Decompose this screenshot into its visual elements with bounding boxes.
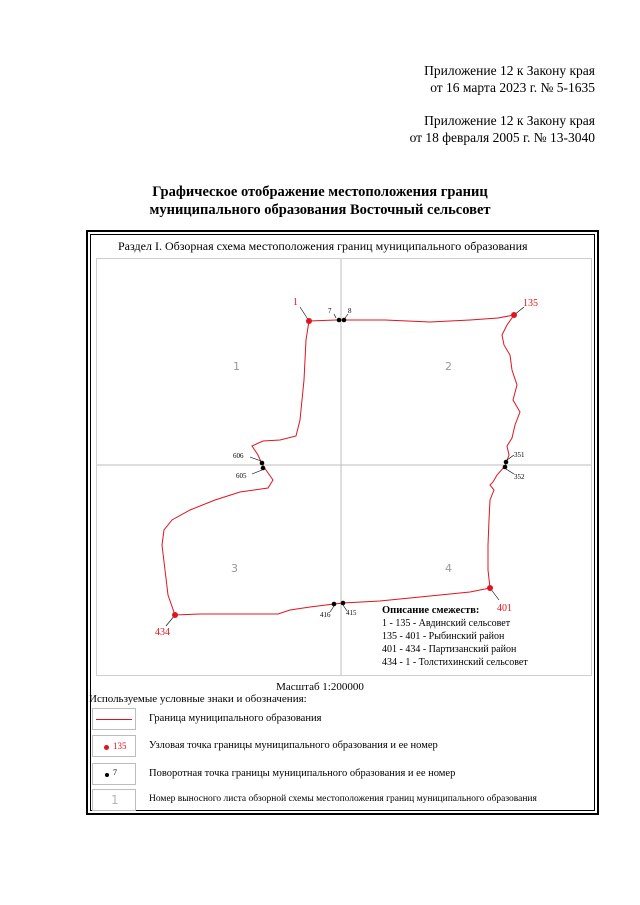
nodal-point-135 [511,312,517,318]
legend-item [89,708,594,734]
legend-item [89,789,594,815]
nodal-point-label: 1 [293,297,298,308]
turning-point-7 [337,318,342,323]
turning-point-label: 7 [328,307,332,315]
legend-sample-number: 135 [113,741,127,751]
boundary-line-icon [92,708,136,730]
nodal-point-label: 434 [155,627,170,638]
nodal-point-434 [172,612,178,618]
annex-line: Приложение 12 к Закону края [424,113,595,128]
turning-point-352 [503,465,508,470]
adjacency-line: 135 - 401 - Рыбинский район [382,631,505,642]
annex-line: от 18 февраля 2005 г. № 13-3040 [409,130,595,145]
turning-point-416 [332,602,337,607]
turning-points [260,318,509,607]
legend-title: Используемые условные знаки и обозначения: [89,693,307,705]
sheet-number-icon [92,789,136,811]
legend-item-text: Граница муниципального образования [149,713,322,724]
adjacency-line: 1 - 135 - Авдинский сельсовет [382,618,511,629]
legend-sample-number: 1 [111,793,119,807]
legend-item-text: Номер выносного листа обзорной схемы местоположения границ муниципального образования [149,794,537,804]
turning-point-label: 416 [320,611,331,619]
turning-point-8 [342,318,347,323]
turning-point-label: 8 [348,307,352,315]
sheet-number: 1 [233,360,240,373]
turning-point-606 [260,461,265,466]
turning-point-label: 415 [346,609,357,617]
label-leaders [166,307,524,626]
turning-point-605 [261,466,266,471]
legend-item [89,763,594,789]
adjacency-title: Описание смежеств: [382,605,480,616]
adjacency-line: 434 - 1 - Толстихинский сельсовет [382,657,528,668]
section-title: Раздел I. Обзорная схема местоположения границ муниципального образования [118,239,528,253]
nodal-point-label: 135 [523,298,538,309]
legend-item-text: Узловая точка границы муниципального образования и ее номер [149,740,438,751]
annex-line: от 16 марта 2023 г. № 5-1635 [430,80,595,95]
turning-point-415 [341,601,346,606]
sheet-number: 2 [445,360,452,373]
turning-point-icon [92,763,136,785]
annex-line: Приложение 12 к Закону края [424,63,595,78]
turning-point-label: 606 [233,452,244,460]
turning-point-label: 352 [514,473,525,481]
legend-item [89,735,594,761]
turning-point-label: 351 [514,451,525,459]
turning-point-label: 605 [236,472,247,480]
map-scale: Масштаб 1:200000 [276,681,364,693]
nodal-point-401 [487,585,493,591]
sheet-number: 3 [231,562,238,575]
legend-sample-number: 7 [113,768,117,777]
nodal-point-1 [306,318,312,324]
turning-point-351 [504,460,509,465]
title-line: муниципального образования Восточный сельсовет [149,202,491,218]
title-line: Графическое отображение местоположения границ [152,184,488,200]
adjacency-line: 401 - 434 - Партизанский район [382,644,517,655]
legend-item-text: Поворотная точка границы муниципального образования и ее номер [149,768,456,779]
sheet-number: 4 [445,562,452,575]
nodal-point-icon [92,735,136,757]
nodal-point-label: 401 [497,603,512,614]
